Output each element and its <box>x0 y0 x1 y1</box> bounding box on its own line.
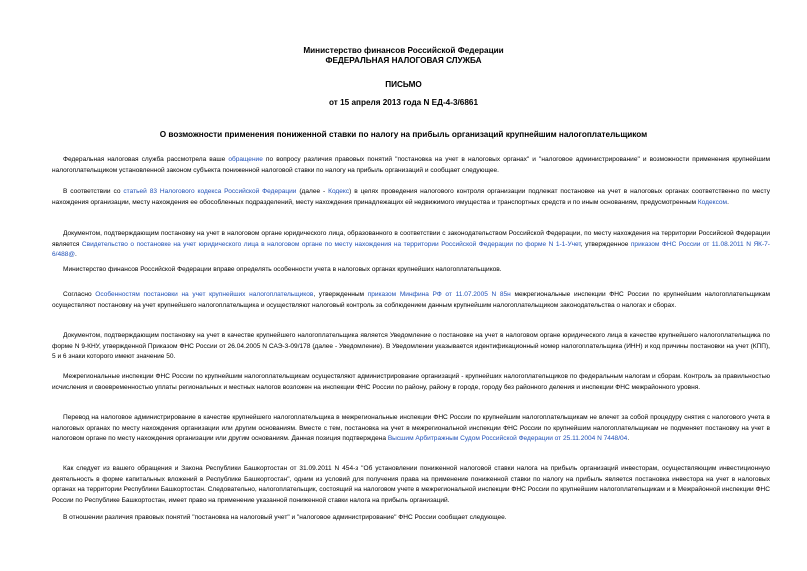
document-link[interactable]: обращение <box>228 156 263 163</box>
paragraph-text: Межрегиональные инспекции ФНС России по крупнейшим налогоплательщикам осуществляют администрирование организаций - крупнейших налогоплательщиков по федеральным налогам и сборам. Контроль за правильностью исчисления и своевременностью уплаты региональных и местных налогов возложен на инспекции ФНС России по району, району в городе, городу без районного деления и инспекции ФНС межрайонного уровня. <box>52 373 770 391</box>
document-title: О возможности применения пониженной ставки по налогу на прибыль организаций крупнейшим налогоплательщиком <box>159 130 648 139</box>
paragraph-text: Министерство финансов Российской Федерации вправе определять особенности учета в налоговых органах крупнейших налогоплательщиков. <box>63 266 502 273</box>
paragraph <box>52 265 770 276</box>
paragraph-text: Федеральная налоговая служба рассмотрела ваше <box>63 156 229 163</box>
paragraph-text: , утвержденным <box>313 291 368 298</box>
document-link[interactable]: Высшим Арбитражным Судом Российской Федерации от 25.11.2004 N 7448/04 <box>387 435 628 443</box>
document-link[interactable]: Кодекс <box>328 188 350 195</box>
paragraph-text: межрегиональные инспекции ФНС России по крупнейшим налогоплательщикам осуществляют постановку на учет крупнейшего налогоплательщика и осуществляют налоговый контроль за соблюдением данным крупнейшим налогоплательщиком законодательства о налогах и сборах. <box>52 291 770 309</box>
paragraph-text: . <box>627 435 630 443</box>
paragraph-text: ) в целях проведения налогового контроля организации подлежат постановке на учет в налоговых органах соответственно по месту нахождения организации, месту нахождения ее обособленных подразделений, месту нахождения принадлежащих ей недвижимого имущества и транспортных средств и по иным основаниям, предусмотренным <box>52 188 771 206</box>
paragraph-text: (далее - <box>296 188 329 195</box>
paragraph-text: Как следует из вашего обращения и Закона Республики Башкортостан от 31.09.2011 N 454-з "Об установлении пониженной налоговой ставки налога на прибыль организаций инвесторам, осуществляющим инвестиционную деятельность в форме капитальных вложений в Республике Башкортостан", одним из условий для получения права на применение пониженной ставки по налогу на прибыль является постановка инвестора на учет в налоговых органах на территории Республики Башкортостан. Следовательно, налогоплательщик, состоящий на налоговом учете в межрегиональной инспекции ФНС России по крупнейшим налогоплательщикам и в Межрайонной инспекции ФНС России по Республике Башкортостан, имеет право на применение указанной пониженной ставки налога на прибыль организаций. <box>52 465 770 504</box>
paragraph-text: . <box>727 198 729 206</box>
paragraph <box>52 290 770 311</box>
paragraph-text: Перевод на налоговое администрирование в качестве крупнейшего налогоплательщика в межрегиональные инспекции ФНС России по крупнейшим налогоплательщикам не влечет за собой процедуру снятия с налогового учета в налоговых органах по месту нахождения организации или другим основаниям. Вместе с тем, постановка на учет в межрегиональной инспекции ФНС России по крупнейшим налогоплательщикам не подменяет постановку на учет в налоговом органе по месту нахождения организации или другим основаниям. Данная позиция подтверждена <box>52 414 770 443</box>
paragraph <box>52 187 770 208</box>
paragraph <box>52 229 770 261</box>
service-name: ФЕДЕРАЛЬНАЯ НАЛОГОВАЯ СЛУЖБА <box>325 56 482 65</box>
document-link[interactable]: Свидетельство о постановке на учет юридического лица в налоговом органе по месту нахождения на территории Российской Федерации по форме N 1-1-Учет <box>81 240 581 248</box>
paragraph-text: Документом, подтверждающим постановку на учет в налоговом органе юридического лица, образованного в соответствии с законодательством Российской Федерации, по месту нахождения на территории Российской Федерации является <box>52 230 770 248</box>
paragraph-text: , утвержденное <box>580 240 631 248</box>
document-link[interactable]: Особенностям постановки на учет крупнейших налогоплательщиков <box>95 291 314 298</box>
paragraph <box>52 464 770 506</box>
document-date-number: от 15 апреля 2013 года N ЕД-4-3/6861 <box>328 98 478 107</box>
document-type: ПИСЬМО <box>385 80 422 89</box>
document-link[interactable]: Кодексом <box>697 198 728 206</box>
paragraph <box>52 413 770 445</box>
document-link[interactable]: статьей 83 Налогового кодекса Российской Федерации <box>123 188 297 195</box>
paragraph-text: по вопросу различия правовых понятий "постановка на учет в налоговых органах" и "налоговое администрирование" и возможности применения крупнейшим налогоплательщиком установленной законом субъекта пониженной налоговой ставки по налогу на прибыль организаций и сообщает следующее. <box>52 156 770 174</box>
paragraph <box>52 372 770 393</box>
document-link[interactable]: приказом ФНС России от 11.08.2011 N ЯК-7-6/488@ <box>52 240 770 259</box>
paragraph-text: В соответствии со <box>63 188 124 195</box>
document-link[interactable]: приказом Минфина РФ от 11.07.2005 N 85н <box>367 291 511 298</box>
paragraph-text: . <box>75 251 77 259</box>
paragraph <box>52 331 770 363</box>
paragraph-text: В отношении различия правовых понятий "постановка на налоговый учет" и "налоговое администрирование" ФНС России сообщает следующее. <box>63 514 507 521</box>
paragraph <box>52 513 770 524</box>
paragraph-text: Документом, подтверждающим постановку на учет в качестве крупнейшего налогоплательщика является Уведомление о постановке на учет в налоговом органе юридического лица в качестве крупнейшего налогоплательщика по форме N 9-КНУ, утвержденной Приказом ФНС России от 26.04.2005 N САЭ-3-09/178 (далее - Уведомление). В Уведомлении указывается идентификационный номер налогоплательщика (ИНН) и код причины постановки на учет (КПП), 5 и 6 знаки которого имеют значение 50. <box>52 332 770 361</box>
paragraph-text: Согласно <box>63 291 96 298</box>
ministry-name: Министерство финансов Российской Федерации <box>303 46 504 55</box>
paragraph <box>52 155 770 176</box>
